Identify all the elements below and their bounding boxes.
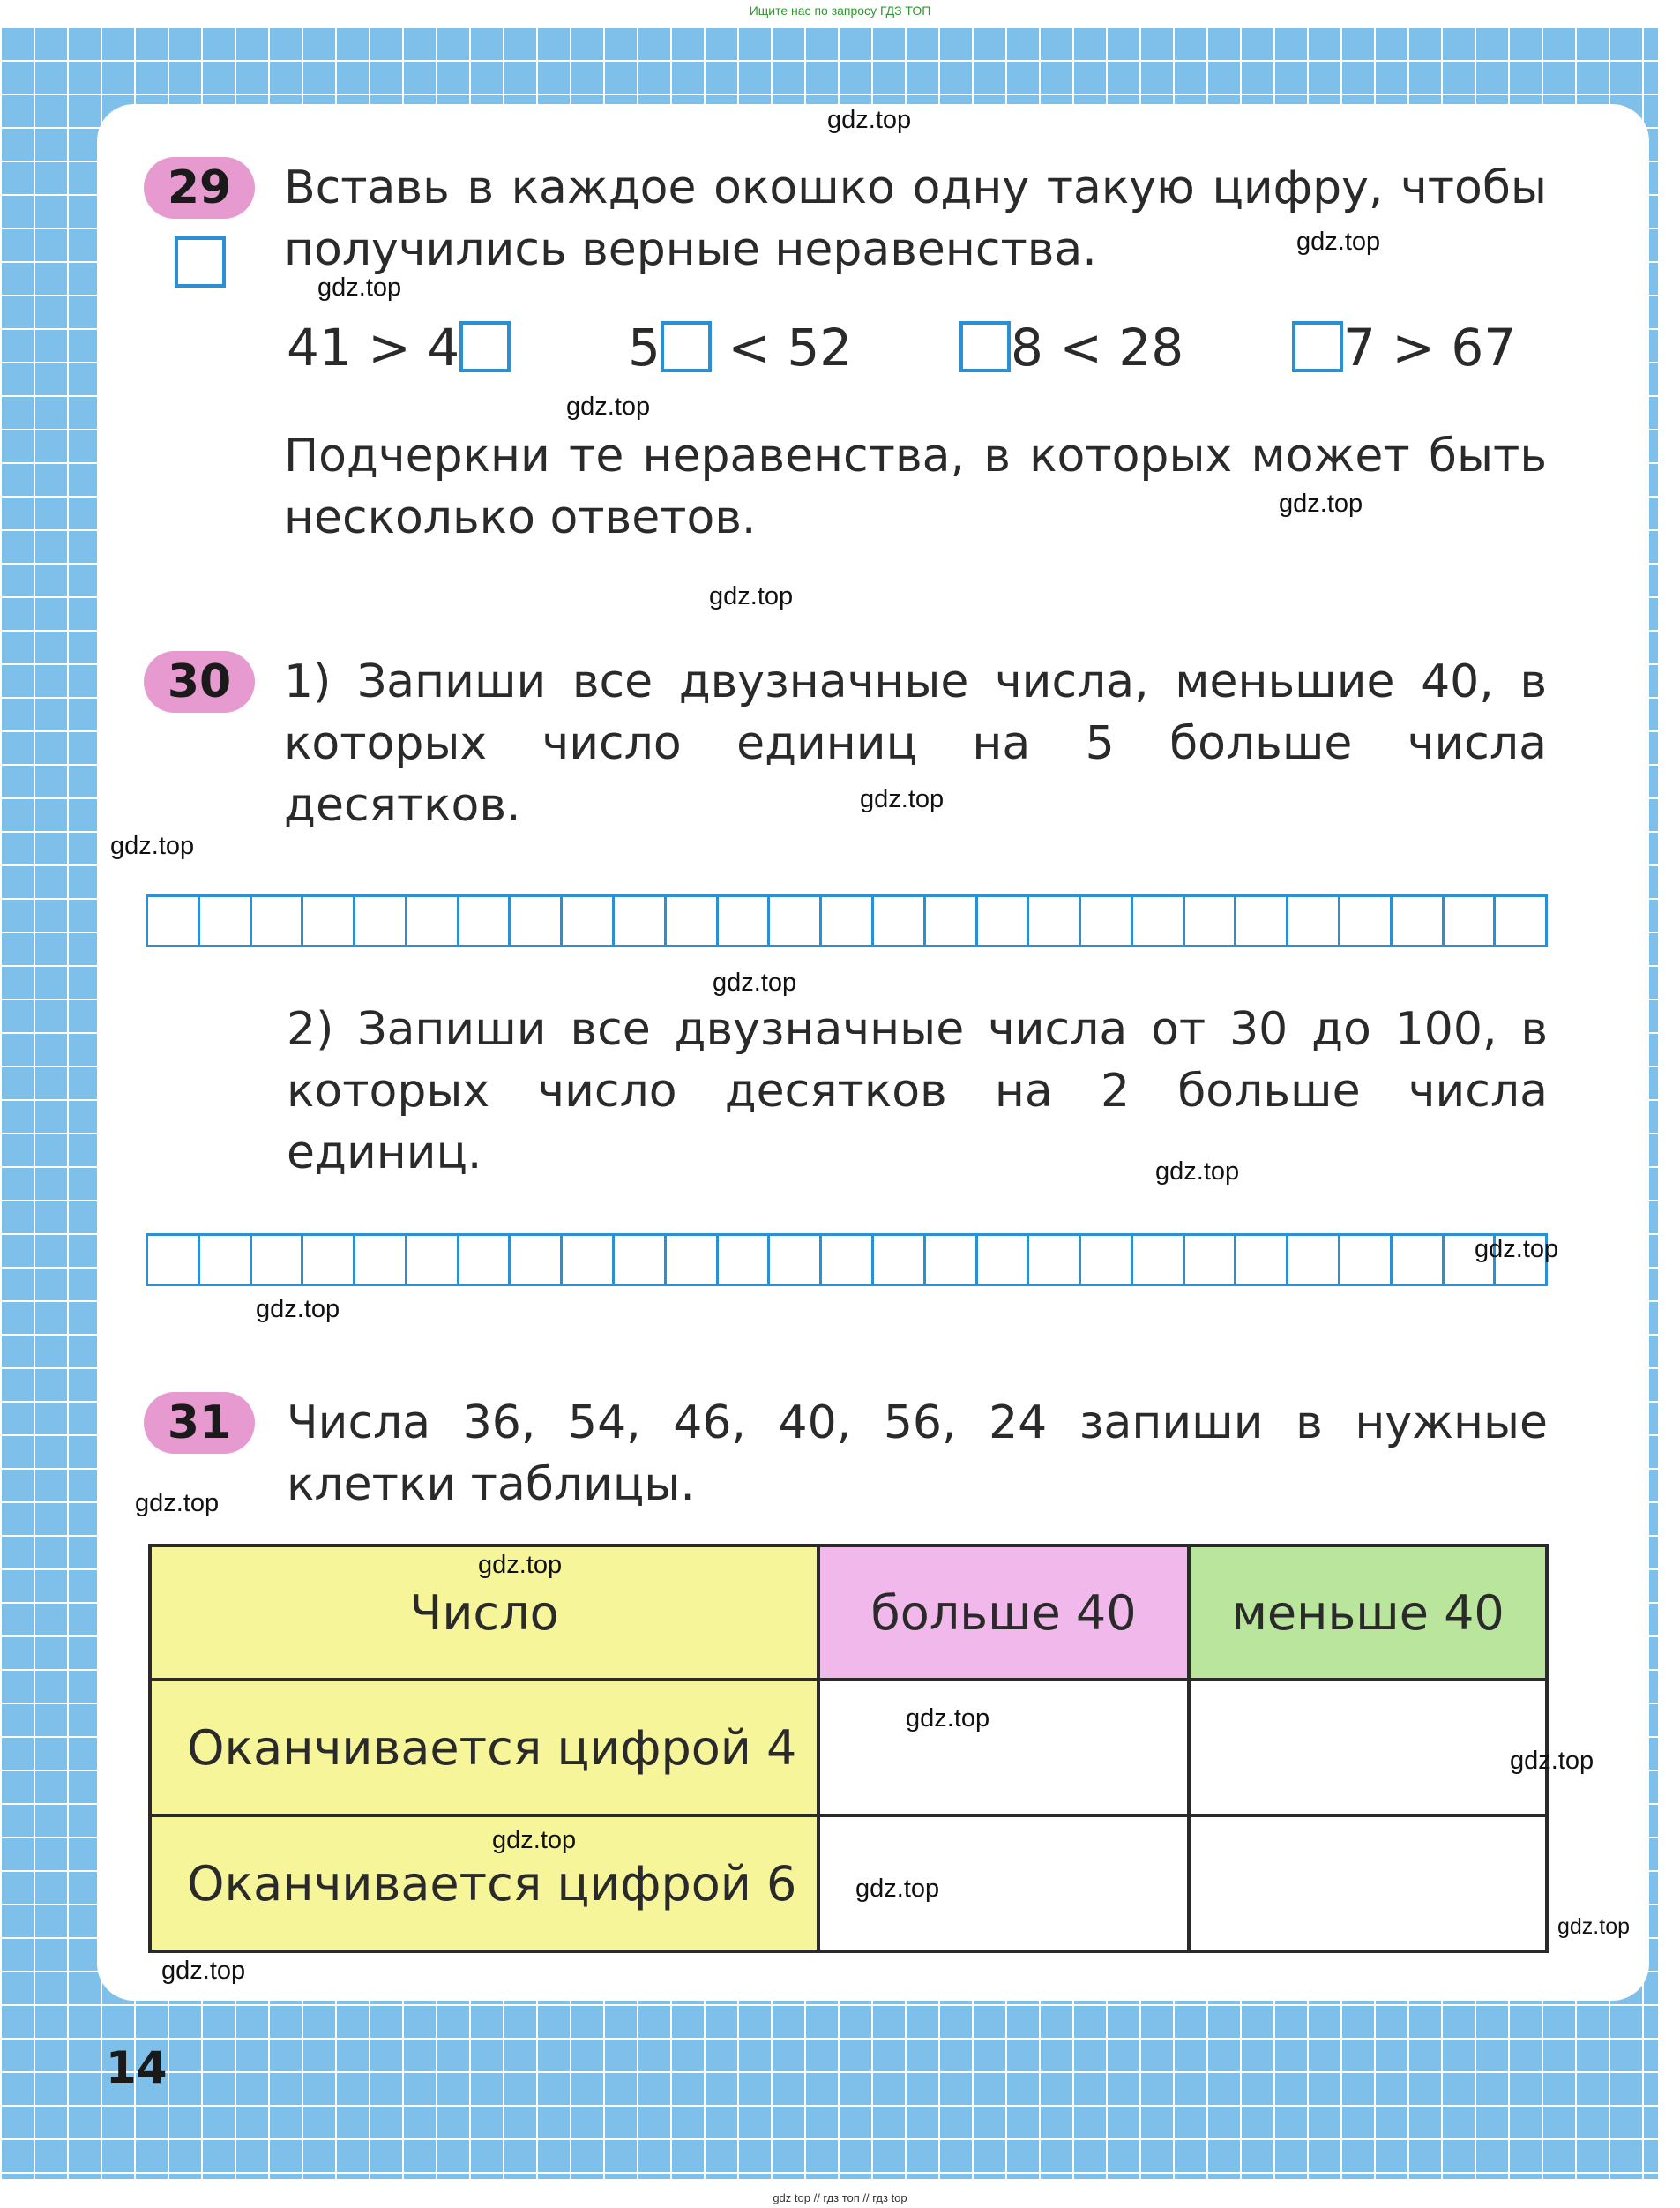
watermark: gdz.top xyxy=(1155,1157,1240,1186)
task-31-text: Числа 36, 54, 46, 40, 56, 24 запиши в нужные клетки таблицы. xyxy=(287,1396,1548,1511)
page-number: 14 xyxy=(106,2042,168,2093)
task-30-part-1: 1) Запиши все двузначные числа, меньшие 40, в которых число единиц на 5 больше числа десятков. xyxy=(284,655,1547,832)
header-number: Число xyxy=(150,1546,818,1680)
task-31-badge: 31 xyxy=(144,1392,255,1454)
header-greater-40: больше 40 xyxy=(818,1546,1189,1680)
watermark: gdz.top xyxy=(1279,490,1363,518)
answer-box-4[interactable] xyxy=(1292,321,1343,372)
answer-box-3[interactable] xyxy=(959,321,1011,372)
answer-box-1[interactable] xyxy=(459,321,511,372)
inequality-4 xyxy=(1292,318,1516,378)
inequality-2 xyxy=(628,318,852,378)
watermark: gdz.top xyxy=(860,785,945,813)
task-29-badge: 29 xyxy=(144,157,255,219)
watermark: gdz.top xyxy=(478,1551,563,1579)
watermark: gdz.top xyxy=(161,1957,246,1985)
header-note: Ищите нас по запросу ГДЗ ТОП xyxy=(749,4,931,18)
inequality-3 xyxy=(959,318,1183,378)
answer-strip-1[interactable] xyxy=(146,894,1548,947)
watermark: gdz.top xyxy=(256,1295,340,1323)
inequality-4-right: 7 > 67 xyxy=(1343,318,1517,378)
answer-strip-2[interactable] xyxy=(146,1233,1548,1286)
inequality-2-right: < 52 xyxy=(711,318,853,378)
numbers-table xyxy=(148,1544,1549,1953)
watermark: gdz.top xyxy=(317,273,402,302)
header-less-40: меньше 40 xyxy=(1189,1546,1547,1680)
watermark: gdz.top xyxy=(1510,1747,1594,1775)
task-29-text: Вставь в каждое окошко одну такую цифру, чтобы получились верные неравенства. xyxy=(284,161,1547,276)
cell-ends4-less[interactable] xyxy=(1189,1680,1547,1815)
watermark: gdz.top xyxy=(827,106,912,134)
cell-ends4-greater[interactable] xyxy=(818,1680,1189,1815)
task-30-badge: 30 xyxy=(144,651,255,713)
task-30-part-2: 2) Запиши все двузначные числа от 30 до 100, в которых число десятков на 2 больше числа единиц. xyxy=(287,1003,1548,1179)
watermark: gdz.top xyxy=(1475,1235,1559,1263)
watermark: gdz.top xyxy=(110,832,195,860)
answer-box-2[interactable] xyxy=(661,321,712,372)
watermark: gdz.top xyxy=(492,1826,577,1854)
watermark: gdz.top xyxy=(855,1875,940,1903)
inequality-1 xyxy=(287,318,511,378)
watermark: gdz.top xyxy=(1557,1914,1631,1939)
watermark: gdz.top xyxy=(906,1704,990,1733)
watermark: gdz.top xyxy=(713,969,797,997)
task-29-marker-box xyxy=(175,236,226,288)
inequality-2-left: 5 xyxy=(628,318,661,378)
inequality-3-right: 8 < 28 xyxy=(1011,318,1184,378)
cell-ends6-less[interactable] xyxy=(1189,1815,1547,1951)
row-ends-with-6: Оканчивается цифрой 6 xyxy=(150,1815,818,1951)
task-29-instruction: Подчеркни те неравенства, в которых может быть несколько ответов. xyxy=(284,430,1547,544)
inequality-1-left: 41 > 4 xyxy=(287,318,460,378)
watermark: gdz.top xyxy=(1296,228,1381,256)
footer-note: gdz top // гдз топ // гдз top xyxy=(773,2191,907,2204)
watermark: gdz.top xyxy=(135,1489,220,1517)
watermark: gdz.top xyxy=(709,582,794,610)
watermark: gdz.top xyxy=(566,393,651,421)
row-ends-with-4: Оканчивается цифрой 4 xyxy=(150,1680,818,1815)
